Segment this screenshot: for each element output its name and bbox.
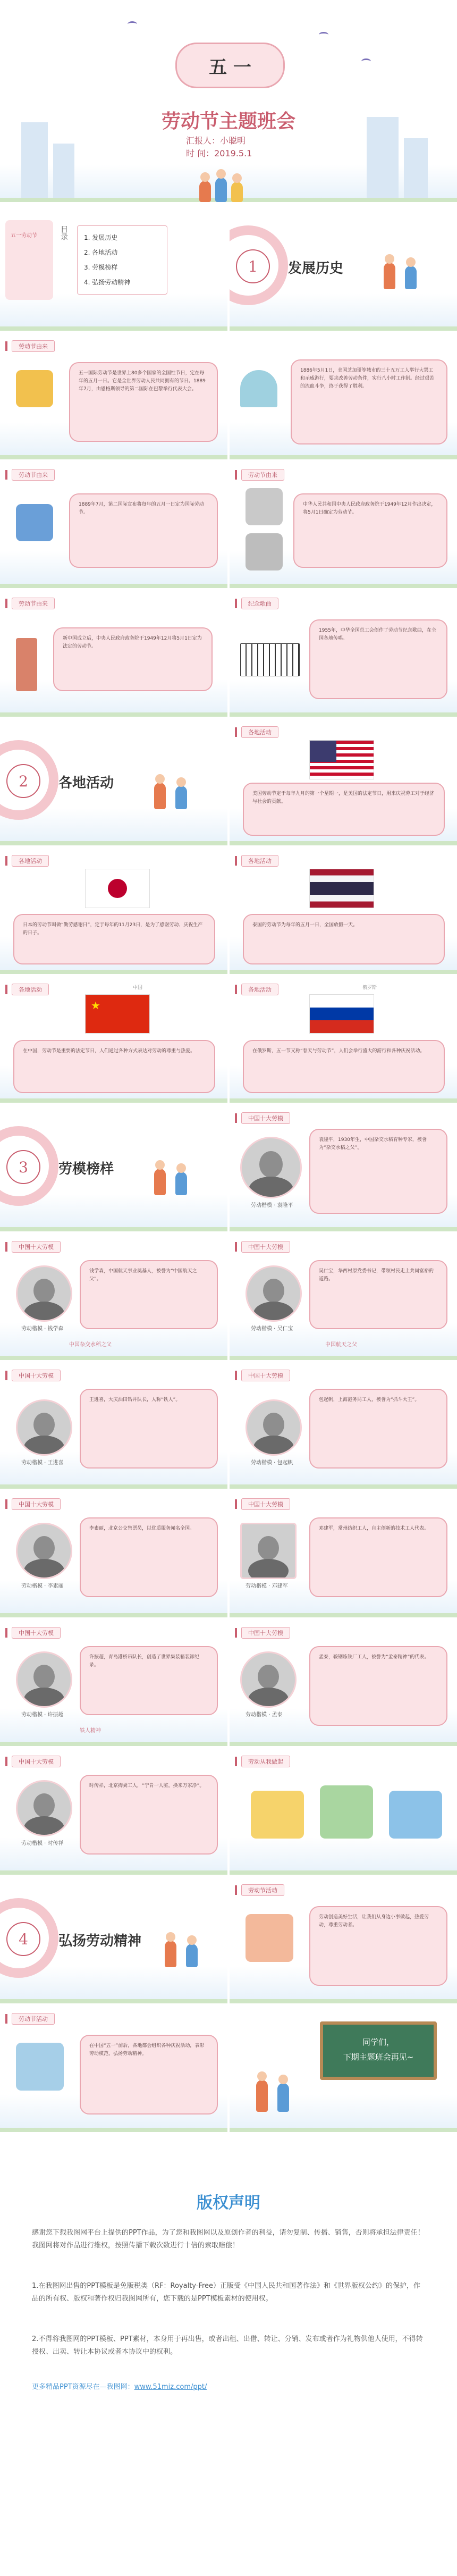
toc-badge: 五一劳动节 [11, 233, 37, 239]
person-name: 劳动楷模 · 钱学森 [21, 1326, 64, 1332]
slide-label: 劳动节由来 [12, 598, 55, 609]
city-building [404, 138, 428, 202]
text-box: 在俄罗斯，五一节又称“春天与劳动节”，人们会举行盛大的游行和各种庆祝活动。 [243, 1040, 445, 1093]
model-slide [0, 1748, 227, 1875]
local-china-slide [0, 976, 227, 1103]
history-slide [230, 462, 457, 588]
china-flag-icon: ★ [85, 994, 150, 1034]
text-box: 袁隆平，1930年生，中国杂交水稻育种专家，被誉为“杂交水稻之父”。 [309, 1129, 447, 1214]
caption-text: 中国杂交水稻之父 [69, 1342, 112, 1348]
slide-label: 劳动从我做起 [241, 1756, 290, 1767]
portrait-photo [240, 1651, 297, 1708]
history-slide [0, 590, 227, 717]
model-slide [230, 1362, 457, 1489]
history-slide [0, 462, 227, 588]
bird-icon [361, 58, 371, 64]
cover-slide [0, 0, 457, 202]
text-box: 美国劳动节定于每年九月的第一个星期一，是美国的法定节日，用来庆祝劳工对于经济与社会的贡献。 [243, 783, 445, 836]
section-4-slide [0, 1877, 227, 2003]
kids-illustration [251, 2069, 309, 2112]
slide-label: 中国十大劳模 [241, 1370, 290, 1381]
section-3-slide [0, 1105, 227, 1231]
person-name: 劳动楷模 · 袁隆平 [251, 1203, 293, 1209]
spirit-slide [230, 1748, 457, 1875]
caption-text: 中国航天之父 [325, 1342, 357, 1348]
slide-label: 劳动节活动 [241, 1884, 284, 1896]
caption-text: 铁人精神 [80, 1728, 101, 1734]
city-building [21, 122, 48, 202]
historic-photo [246, 488, 283, 525]
cover-reporter [186, 134, 246, 146]
kids-sweeping-illustration [389, 1791, 442, 1839]
portrait-photo [16, 1651, 72, 1708]
portrait-photo [16, 1399, 72, 1456]
thailand-flag-icon [309, 869, 374, 908]
history-slide [230, 333, 457, 459]
person-name: 劳动楷模 · 许振超 [21, 1712, 64, 1718]
toc-list [77, 225, 167, 295]
portrait-photo [16, 1265, 72, 1322]
flag-label: 俄罗斯 [362, 985, 377, 991]
text-box: 吴仁宝，华西村原党委书记，带领村民走上共同富裕的道路。 [309, 1260, 447, 1329]
historic-photo [246, 533, 283, 570]
slide-label: 中国十大劳模 [12, 1370, 61, 1381]
section-1-slide [230, 204, 457, 331]
copyright-title: 版权声明 [197, 2194, 260, 2212]
toc-item[interactable]: 4. 弘扬劳动精神 [84, 279, 131, 286]
kids-illustration [149, 767, 207, 809]
text-box: 1886年5月1日，美国芝加哥等城市的三十五万工人举行大罢工和示威游行，要求改善劳动条件，实行八小时工作制。经过艰苦的流血斗争，终于获得了胜利。 [291, 359, 447, 444]
section-number: 3 [6, 1150, 40, 1184]
text-box: 在中国“五一”前后，各地都会组织各种庆祝活动，表彰劳动模范，弘扬劳动精神。 [80, 2035, 218, 2114]
monument-icon [16, 638, 37, 691]
slide-label: 各地活动 [241, 984, 278, 995]
toc-item[interactable]: 1. 发展历史 [84, 234, 118, 241]
time-label: 时 间： [186, 148, 215, 158]
text-box: 新中国成立后，中央人民政府政务院于1949年12月将5月1日定为法定的劳动节。 [53, 627, 213, 691]
kids-cleaning-illustration [320, 1785, 373, 1839]
slide-label: 中国十大劳模 [12, 1241, 61, 1253]
city-building [53, 144, 74, 202]
end-slide [230, 2006, 457, 2132]
end-text-2: 下期主题班会再见~ [343, 2052, 414, 2062]
section-title: 弘扬劳动精神 [58, 1933, 142, 1949]
cover-title: 劳动节主题班会 [161, 110, 295, 132]
model-slide [0, 1620, 227, 1746]
slide-label: 中国十大劳模 [241, 1627, 290, 1639]
slide-label: 中国十大劳模 [241, 1498, 290, 1510]
copyright-body: 感谢您下载我图网平台上提供的PPT作品，为了您和我图网以及原创作者的利益，请勿复制、传播、销售，否则将承担法律责任！我图网将对作品进行维权，按照传播下载次数进行十倍的索取赔偿！ [32, 2229, 425, 2250]
kid-working-illustration [16, 2043, 64, 2091]
slide-label: 中国十大劳模 [12, 1498, 61, 1510]
reporter-label: 汇报人： [186, 136, 221, 146]
portrait-photo [246, 1265, 302, 1322]
person-name: 劳动楷模 · 王进喜 [21, 1460, 64, 1466]
bird-icon [128, 21, 137, 27]
cover-title-big: 五 一 [175, 43, 285, 88]
end-text-1: 同学们， [362, 2037, 394, 2047]
model-slide [0, 1491, 227, 1617]
text-box: 1889年7月，第二国际宣布将每年的五月一日定为国际劳动节。 [69, 493, 218, 568]
toc-heading: 目录 [60, 225, 68, 240]
model-slide [230, 1620, 457, 1746]
local-japan-slide [0, 848, 227, 974]
model-slide [230, 1105, 457, 1231]
protest-crowd-icon [16, 504, 53, 541]
slide-label: 中国十大劳模 [241, 1241, 290, 1253]
toc-item[interactable]: 3. 劳模榜样 [84, 264, 118, 271]
section-2-slide [0, 719, 227, 845]
more-label: 更多精品PPT资源尽在—我图网： [32, 2383, 134, 2391]
local-thailand-slide [230, 848, 457, 974]
slide-label: 各地活动 [241, 855, 278, 867]
time-value: 2019.5.1 [214, 148, 252, 158]
text-box: 时传祥，北京掏粪工人，“宁肯一人脏，换来万家净”。 [80, 1775, 218, 1855]
kids-illustration [197, 160, 255, 202]
copyright-more [32, 2381, 207, 2391]
slide-label: 中国十大劳模 [12, 1627, 61, 1639]
local-russia-slide [230, 976, 457, 1103]
text-box: 日本的劳动节叫做“勤劳感谢日”，定于每年的11月23日，是为了感谢劳动、庆祝生产的日子。 [13, 914, 215, 964]
slide-label: 各地活动 [241, 726, 278, 738]
spirit-activity-slide [0, 2006, 227, 2132]
copyright-item: 1.在我图网出售的PPT模板是免版税类（RF：Royalty-Free）正版受《中国人民共和国著作法》和《世界版权公约》的保护，作品的所有权、版权和著作权归我图网所有，您下载的是PPT模板素材的使用权。 [32, 2282, 421, 2303]
text-box: 钱学森，中国航天事业奠基人，被誉为“中国航天之父”。 [80, 1260, 218, 1329]
text-box: 在中国，劳动节是重要的法定节日，人们通过各种方式表达对劳动的尊重与热爱。 [13, 1040, 215, 1093]
section-title: 劳模榜样 [58, 1161, 114, 1177]
text-box: 孟泰，鞍钢炼铁厂工人，被誉为“孟泰精神”的代表。 [309, 1646, 447, 1726]
text-box: 邓建军，常州纺织工人，自主创新的技术工人代表。 [309, 1517, 447, 1597]
person-name: 劳动楷模 · 吴仁宝 [251, 1326, 293, 1332]
person-name: 劳动楷模 · 李素丽 [21, 1583, 64, 1589]
person-name: 劳动楷模 · 孟泰 [246, 1712, 283, 1718]
portrait-photo [16, 1523, 72, 1579]
slide-label: 劳动节由来 [12, 340, 55, 352]
text-box: 李素丽，北京公交售票员，以优质服务闻名全国。 [80, 1517, 218, 1597]
person-name: 劳动楷模 · 邓建军 [246, 1583, 288, 1589]
piano-keys-icon [240, 643, 300, 676]
section-number: 4 [6, 1922, 40, 1956]
text-box: 包起帆，上海港务局工人，被誉为“抓斗大王”。 [309, 1389, 447, 1469]
model-slide [230, 1491, 457, 1617]
bird-icon [319, 32, 328, 38]
slide-label: 各地活动 [12, 984, 49, 995]
text-box: 王进喜，大庆油田钻井队长，人称“铁人”。 [80, 1389, 218, 1469]
slide-label: 劳动节由来 [12, 469, 55, 481]
model-slide [0, 1234, 227, 1360]
text-box: 五一国际劳动节是世界上80多个国家的全国性节日，定在每年的五月一日。它是全世界劳动人民共同拥有的节日。1889年7月，由恩格斯领导的第二国际在巴黎举行代表大会。 [69, 362, 218, 442]
toc-badge-panel [5, 220, 53, 300]
kids-illustration [378, 247, 437, 289]
toc-item[interactable]: 2. 各地活动 [84, 249, 118, 256]
local-usa-slide [230, 719, 457, 845]
worker-cartoon-icon [16, 370, 53, 407]
reporter-name: 小聪明 [220, 136, 246, 146]
flag-label: 中国 [133, 985, 143, 991]
kids-illustration [159, 1925, 218, 1967]
section-number: 1 [236, 249, 270, 283]
history-slide [0, 333, 227, 459]
model-slide [230, 1234, 457, 1360]
person-name: 劳动楷模 · 时传祥 [21, 1841, 64, 1847]
toc-slide [0, 204, 227, 331]
kid-working-illustration [246, 1914, 293, 1962]
portrait-photo [240, 1137, 302, 1198]
text-box: 泰国的劳动节为每年的五月一日，全国放假一天。 [243, 914, 445, 964]
kids-gardening-illustration [251, 1791, 304, 1839]
song-slide [230, 590, 457, 717]
section-title: 发展历史 [288, 261, 344, 276]
slide-label: 中国十大劳模 [241, 1112, 290, 1124]
portrait-photo [246, 1399, 302, 1456]
person-name: 劳动楷模 · 包起帆 [251, 1460, 293, 1466]
site-link[interactable]: www.51miz.com/ppt/ [134, 2383, 207, 2391]
slide-label: 各地活动 [12, 855, 49, 867]
section-number: 2 [6, 764, 40, 798]
text-box: 1955年，中华全国总工会创作了劳动节纪念歌曲，在全国各地传唱。 [309, 619, 447, 699]
copyright-item: 2.不得将我图网的PPT模板、PPT素材，本身用于再出售，或者出租、出借、转让、分销、发布或者作为礼物供他人使用，不得转授权、出卖、转让本协议或者本协议中的权利。 [32, 2335, 423, 2356]
usa-flag-icon [309, 740, 374, 779]
model-slide [0, 1362, 227, 1489]
text-box: 劳动创造美好生活，让我们从身边小事做起，热爱劳动，尊重劳动者。 [309, 1906, 447, 1986]
chalkboard [320, 2021, 437, 2080]
spirit-activity-slide [230, 1877, 457, 2003]
slide-label: 中国十大劳模 [12, 1756, 61, 1767]
text-box: 中华人民共和国中央人民政府政务院于1949年12月作出决定，将5月1日确定为劳动节。 [293, 493, 447, 568]
slide-label: 纪念歌曲 [241, 598, 278, 609]
japan-flag-icon [85, 869, 150, 908]
slide-label: 劳动节由来 [241, 469, 284, 481]
russia-flag-icon [309, 994, 374, 1034]
slide-label: 劳动节活动 [12, 2013, 55, 2025]
statue-of-liberty-icon [240, 370, 277, 407]
section-title: 各地活动 [58, 775, 114, 791]
cover-time [186, 147, 252, 159]
portrait-photo [240, 1523, 297, 1579]
copyright-page [0, 2136, 457, 2576]
portrait-photo [16, 1780, 72, 1836]
text-box: 许振超，青岛港桥吊队长，创造了世界集装箱装卸纪录。 [80, 1646, 218, 1715]
kids-illustration [149, 1153, 207, 1195]
